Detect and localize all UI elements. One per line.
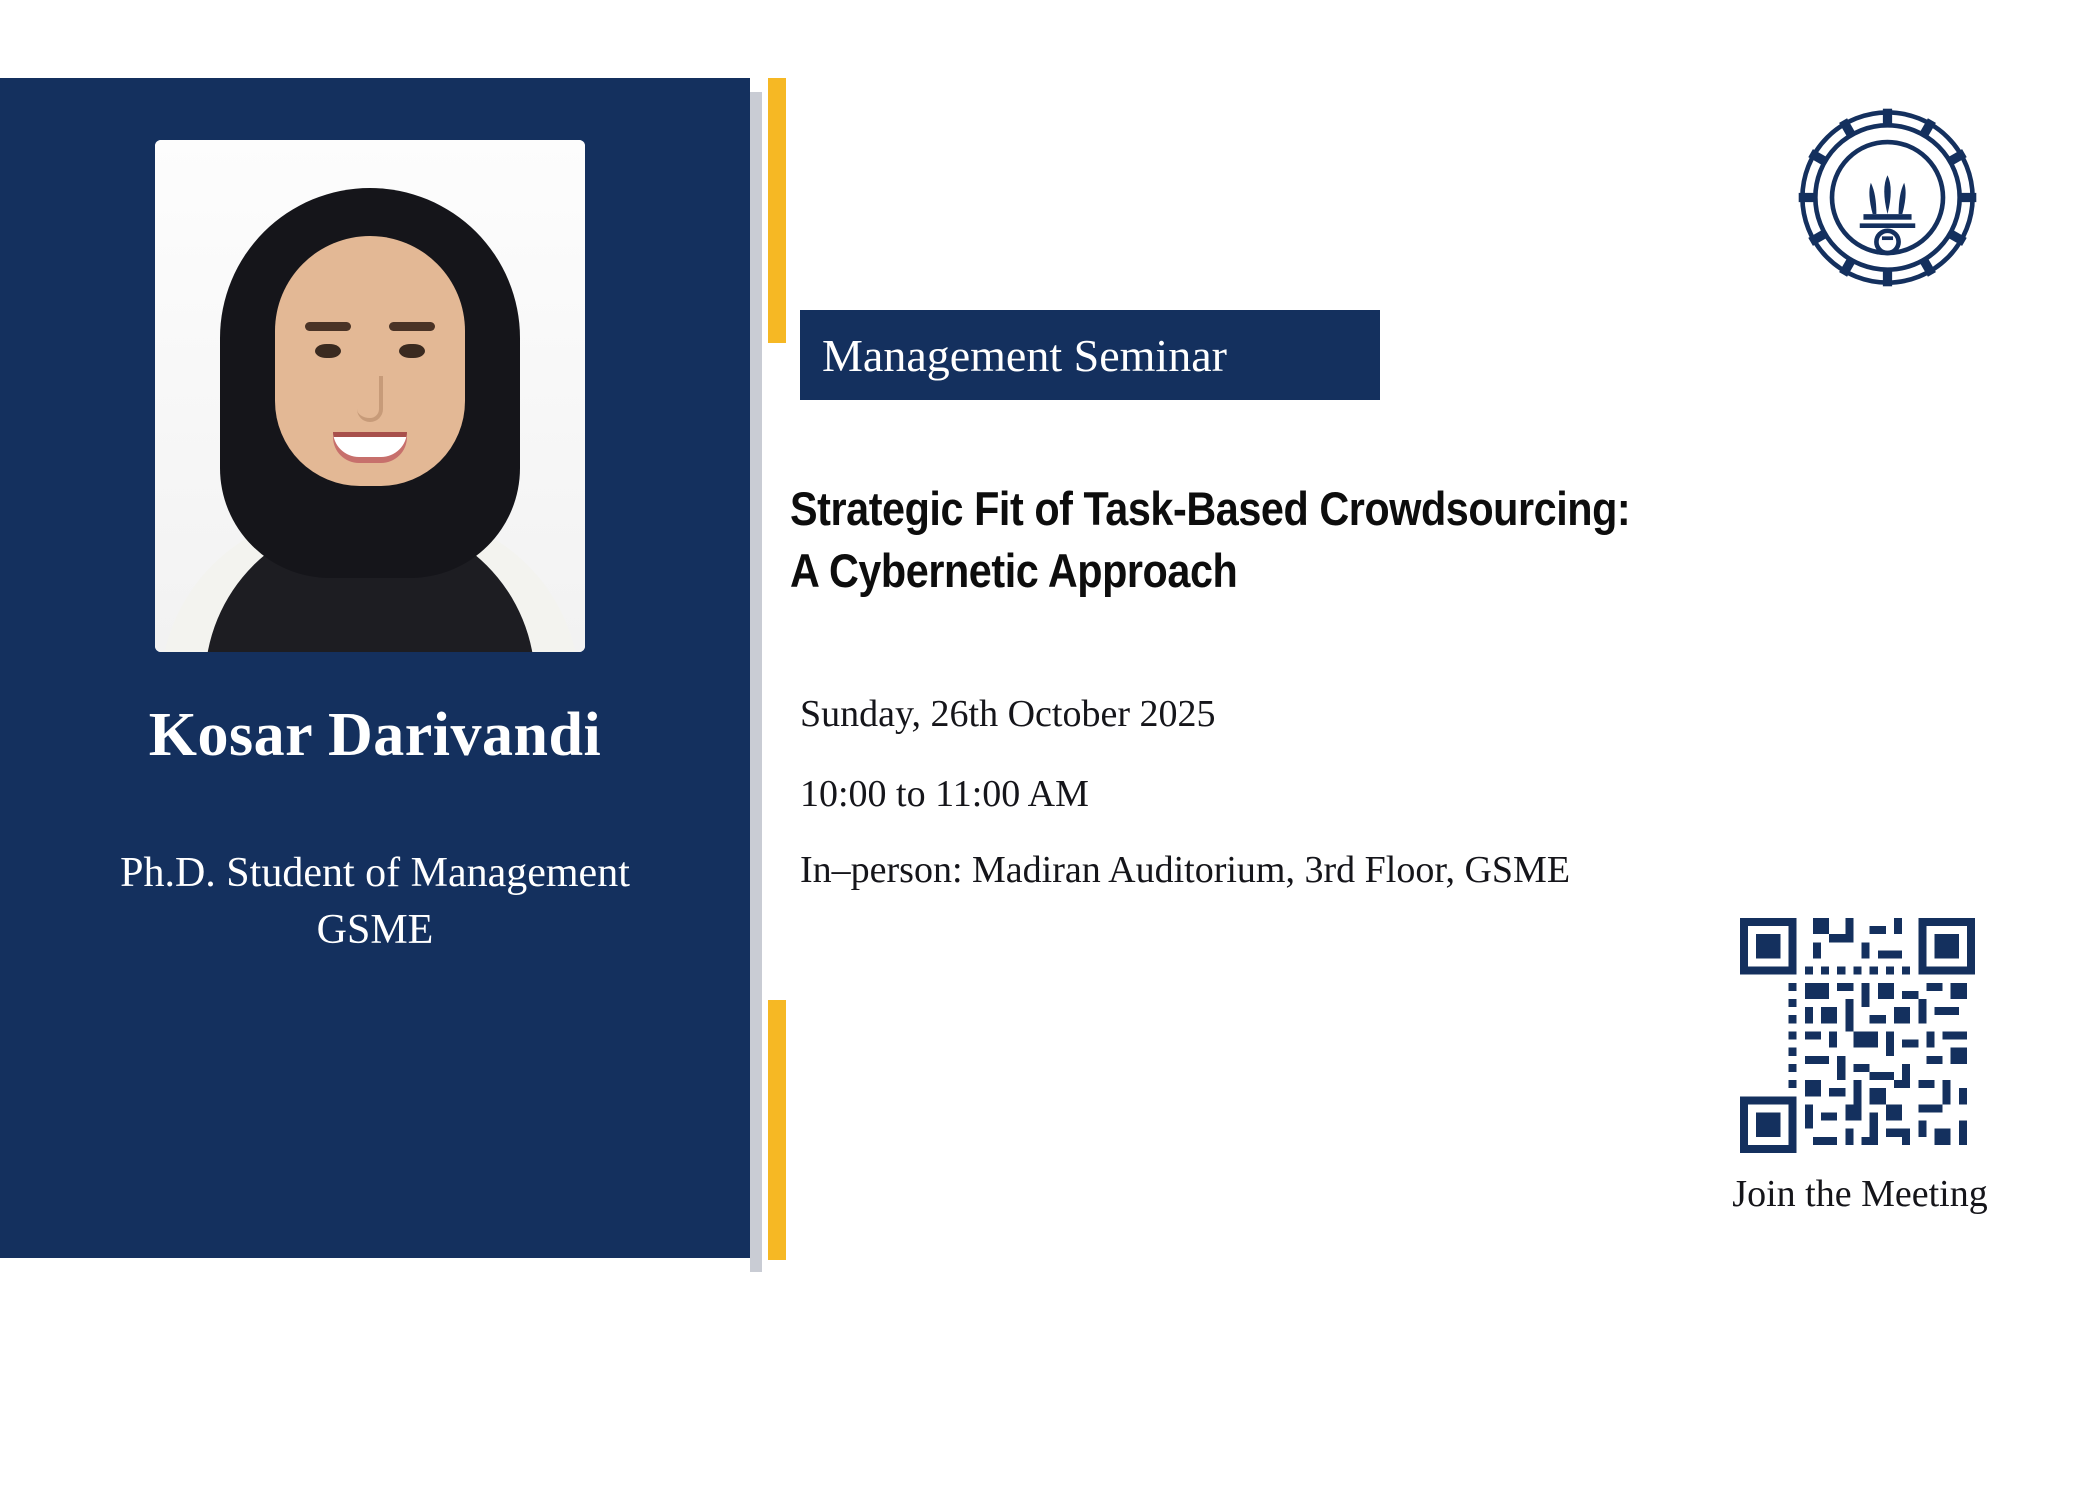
qr-caption: Join the Meeting — [1732, 1173, 1988, 1215]
portrait-brow-left — [305, 322, 351, 331]
seminar-badge-label: Management Seminar — [822, 329, 1227, 381]
accent-bar-bottom — [768, 1000, 786, 1260]
portrait-mouth — [333, 432, 407, 463]
speaker-role-line-1: Ph.D. Student of Management — [120, 850, 630, 896]
status-badge — [800, 310, 1380, 400]
event-date: Sunday, 26th October 2025 — [800, 693, 1216, 735]
sharif-university-logo-icon — [1795, 105, 1980, 290]
portrait-eye-right — [399, 344, 425, 358]
event-time: 10:00 to 11:00 AM — [800, 773, 1089, 815]
talk-title-line-2: A Cybernetic Approach — [790, 544, 1238, 598]
qr-code[interactable] — [1740, 918, 1975, 1153]
page-title — [790, 478, 1723, 602]
speaker-portrait — [155, 140, 585, 652]
portrait-nose — [357, 376, 383, 422]
portrait-face — [275, 236, 465, 486]
panel-shadow — [750, 92, 762, 1272]
talk-title-line-1: Strategic Fit of Task-Based Crowdsourcing: — [790, 482, 1631, 535]
speaker-role — [0, 845, 750, 958]
speaker-name: Kosar Darivandi — [148, 701, 602, 769]
accent-bar-top — [768, 78, 786, 343]
event-location: In–person: Madiran Auditorium, 3rd Floor, GSME — [800, 849, 1571, 891]
speaker-role-line-2: GSME — [316, 906, 434, 953]
avatar — [155, 140, 585, 652]
portrait-eye-left — [315, 344, 341, 358]
portrait-brow-right — [389, 322, 435, 331]
